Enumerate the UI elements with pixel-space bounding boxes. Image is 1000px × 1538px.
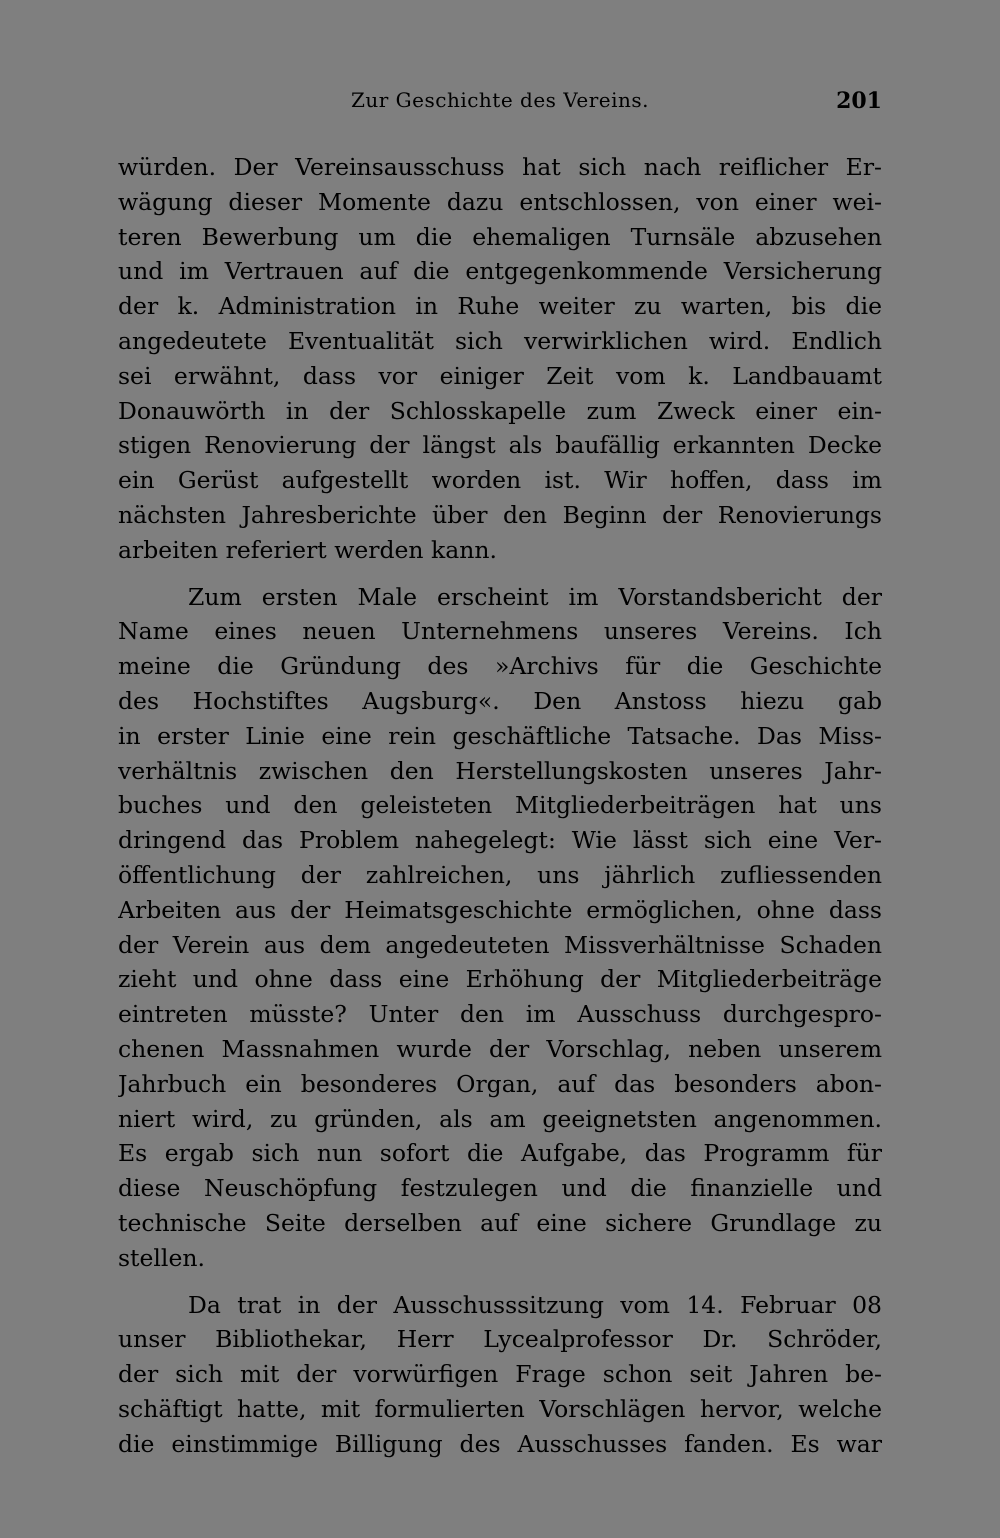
text-line: verhältnis zwischen den Herstellungskosten unseres Jahr- [118, 756, 882, 785]
paragraph-1 [118, 150, 882, 568]
paragraph-2 [118, 580, 882, 1276]
text-line: eintreten müsste? Unter den im Ausschuss durchgespro- [118, 1000, 882, 1029]
text-line: Da trat in der Ausschusssitzung vom 14. Februar 08 [188, 1290, 882, 1319]
text-line: der sich mit der vorwürfigen Frage schon seit Jahren be- [118, 1360, 882, 1389]
paragraph-3 [118, 1288, 882, 1462]
text-line: meine die Gründung des »Archivs für die Geschichte [118, 652, 882, 681]
text-line: teren Bewerbung um die ehemaligen Turnsäle abzusehen [118, 222, 882, 251]
text-line: der Verein aus dem angedeuteten Missverhältnisse Schaden [118, 930, 882, 959]
text-line: diese Neuschöpfung festzulegen und die finanzielle und [118, 1174, 882, 1203]
text-line: würden. Der Vereinsausschuss hat sich nach reiflicher Er- [118, 153, 882, 181]
text-line: und im Vertrauen auf die entgegenkommende Versicherung [118, 257, 882, 286]
text-line: Es ergab sich nun sofort die Aufgabe, das Programm für [118, 1139, 882, 1168]
text-line: Arbeiten aus der Heimatsgeschichte ermöglichen, ohne dass [118, 895, 882, 924]
text-line: wägung dieser Momente dazu entschlossen, von einer wei- [118, 187, 882, 216]
page-header [118, 88, 882, 118]
text-line: dringend das Problem nahegelegt: Wie lässt sich eine Ver- [118, 826, 882, 855]
text-line: buches und den geleisteten Mitgliederbeiträgen hat uns [118, 791, 882, 820]
text-line: Donauwörth in der Schlosskapelle zum Zweck einer ein- [118, 396, 882, 425]
running-title: Zur Geschichte des Vereins. [350, 88, 650, 112]
text-line: niert wird, zu gründen, als am geeignetsten angenommen. [118, 1104, 882, 1133]
text-line: stigen Renovierung der längst als baufällig erkannten Decke [118, 431, 882, 460]
text-line: unser Bibliothekar, Herr Lycealprofessor Dr. Schröder, [118, 1325, 882, 1354]
text-line: Zum ersten Male erscheint im Vorstandsbericht der [188, 582, 882, 611]
text-line: stellen. [118, 1243, 205, 1272]
text-line: öffentlichung der zahlreichen, uns jährlich zufliessenden [118, 860, 882, 889]
text-line: Jahrbuch ein besonderes Organ, auf das besonders abon- [118, 1069, 882, 1098]
page-number: 201 [836, 88, 882, 114]
text-line: ein Gerüst aufgestellt worden ist. Wir hoffen, dass im [118, 466, 882, 495]
text-line: des Hochstiftes Augsburg«. Den Anstoss hiezu gab [118, 686, 882, 715]
paragraph-gap [118, 568, 882, 580]
text-line: arbeiten referiert werden kann. [118, 535, 498, 564]
text-line: Name eines neuen Unternehmens unseres Vereins. Ich [118, 617, 882, 646]
text-line: die einstimmige Billigung des Ausschusses fanden. Es war [118, 1429, 882, 1458]
text-line: nächsten Jahresberichte über den Beginn der Renovierungs [118, 500, 882, 529]
text-line: zieht und ohne dass eine Erhöhung der Mitgliederbeiträge [118, 965, 882, 994]
body-text [118, 150, 882, 1461]
text-line: schäftigt hatte, mit formulierten Vorschlägen hervor, welche [118, 1394, 882, 1423]
text-line: chenen Massnahmen wurde der Vorschlag, neben unserem [118, 1034, 882, 1063]
text-line: in erster Linie eine rein geschäftliche Tatsache. Das Miss- [118, 721, 882, 750]
paragraph-gap [118, 1276, 882, 1288]
text-line: sei erwähnt, dass vor einiger Zeit vom k. Landbauamt [118, 361, 882, 390]
text-line: der k. Administration in Ruhe weiter zu warten, bis die [118, 292, 882, 321]
text-line: technische Seite derselben auf eine sichere Grundlage zu [118, 1208, 882, 1237]
text-line: angedeutete Eventualität sich verwirklichen wird. Endlich [118, 326, 882, 355]
